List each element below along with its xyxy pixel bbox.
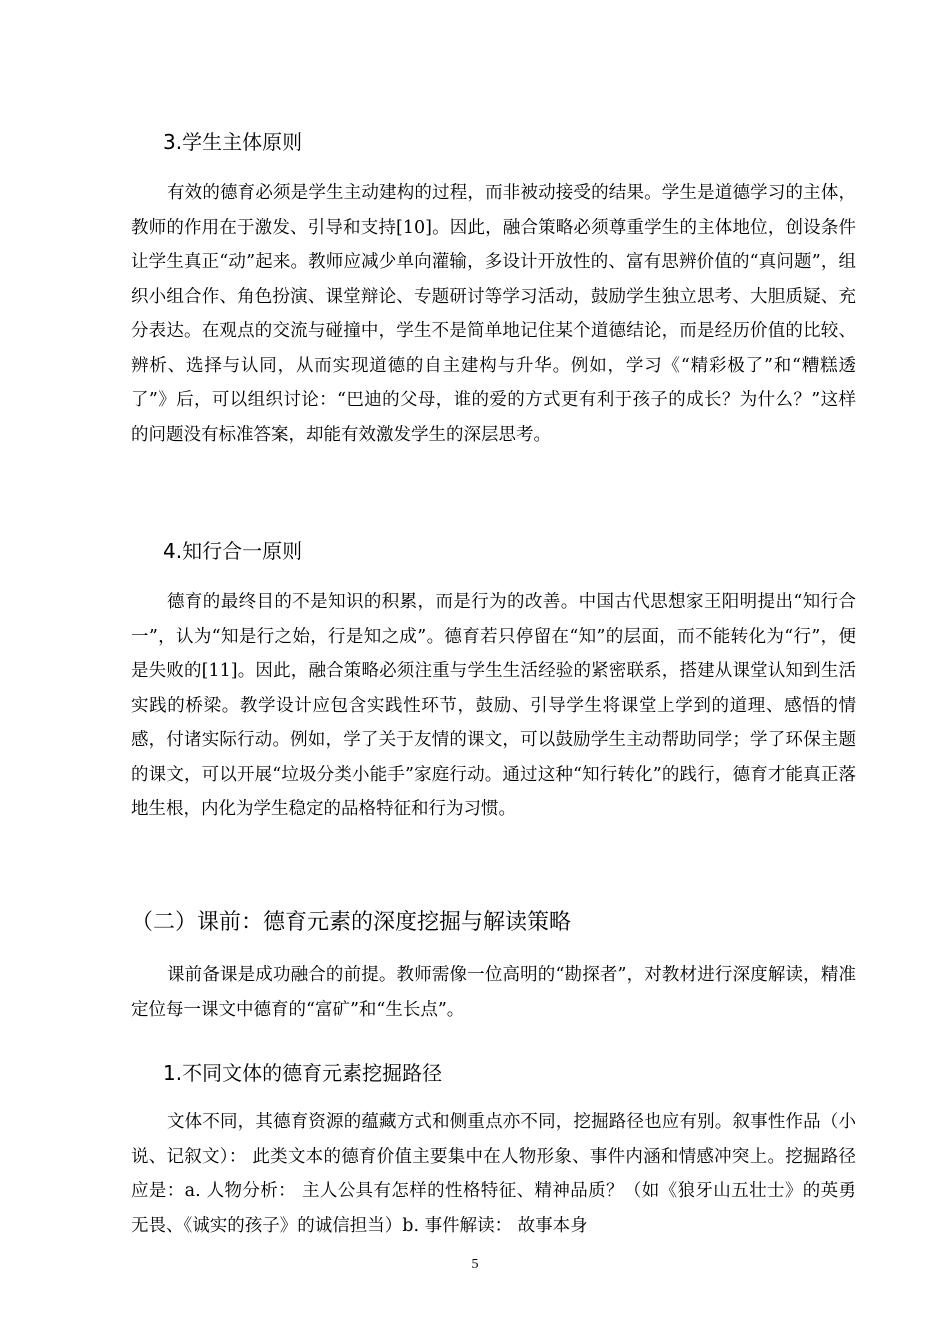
paragraph-student-subject: 有效的德育必须是学生主动建构的过程，而非被动接受的结果。学生是道德学习的主体，教师的作用在于激发、引导和支持[10]。因此，融合策略必须尊重学生的主体地位，创设条件让学生真正“动”起来。教师应减少单向灌输，多设计开放性的、富有思辨价值的“真问题”，组织小组合作、角色扮演、课堂辩论、专题研讨等学习活动，鼓励学生独立思考、大胆质疑、充分表达。在观点的交流与碰撞中，学生不是简单地记住某个道德结论，而是经历价值的比较、辨析、选择与认同，从而实现道德的自主建构与升华。例如，学习《“精彩极了”和“糟糕透了”》后，可以组织讨论：“巴迪的父母，谁的爱的方式更有利于孩子的成长？为什么？”这样的问题没有标准答案，却能有效激发学生的深层思考。 <box>131 183 856 445</box>
paragraph-knowledge-action: 德育的最终目的不是知识的积累，而是行为的改善。中国古代思想家王阳明提出“知行合一”，认为“知是行之始，行是知之成”。德育若只停留在“知”的层面，而不能转化为“行”，便是失败的[11]。因此，融合策略必须注重与学生生活经验的紧密联系，搭建从课堂认知到生活实践的桥梁。教学设计应包含实践性环节，鼓励、引导学生将课堂上学到的道理、感悟的情感，付诸实际行动。例如，学了关于友情的课文，可以鼓励学生主动帮助同学；学了环保主题的课文，可以开展“垃圾分类小能手”家庭行动。通过这种“知行转化”的践行，德育才能真正落地生根，内化为学生稳定的品格特征和行为习惯。 <box>131 592 856 819</box>
section-heading-student-subject: 3.学生主体原则 <box>163 130 303 154</box>
part-heading-pre-class: （二）课前：德育元素的深度挖掘与解读策略 <box>131 910 572 935</box>
paragraph-genre-paths: 文体不同，其德育资源的蕴藏方式和侧重点亦不同，挖掘路径也应有别。叙事性作品（小说、记叙文）： 此类文本的德育价值主要集中在人物形象、事件内涵和情感冲突上。挖掘路径应是：a. 人物分析： 主人公具有怎样的性格特征、精神品质？（如《狼牙山五壮士》的英勇无畏、《诚实的孩子》的诚信担当）b. 事件解读： 故事本身 <box>131 1112 856 1236</box>
page-number: 5 <box>471 1257 479 1272</box>
paragraph-pre-class: 课前备课是成功融合的前提。教师需像一位高明的“勘探者”，对教材进行深度解读，精准定位每一课文中德育的“富矿”和“生长点”。 <box>131 965 856 1020</box>
section-heading-genre-paths: 1.不同文体的德育元素挖掘路径 <box>163 1061 443 1085</box>
section-heading-knowledge-action: 4.知行合一原则 <box>163 539 303 563</box>
